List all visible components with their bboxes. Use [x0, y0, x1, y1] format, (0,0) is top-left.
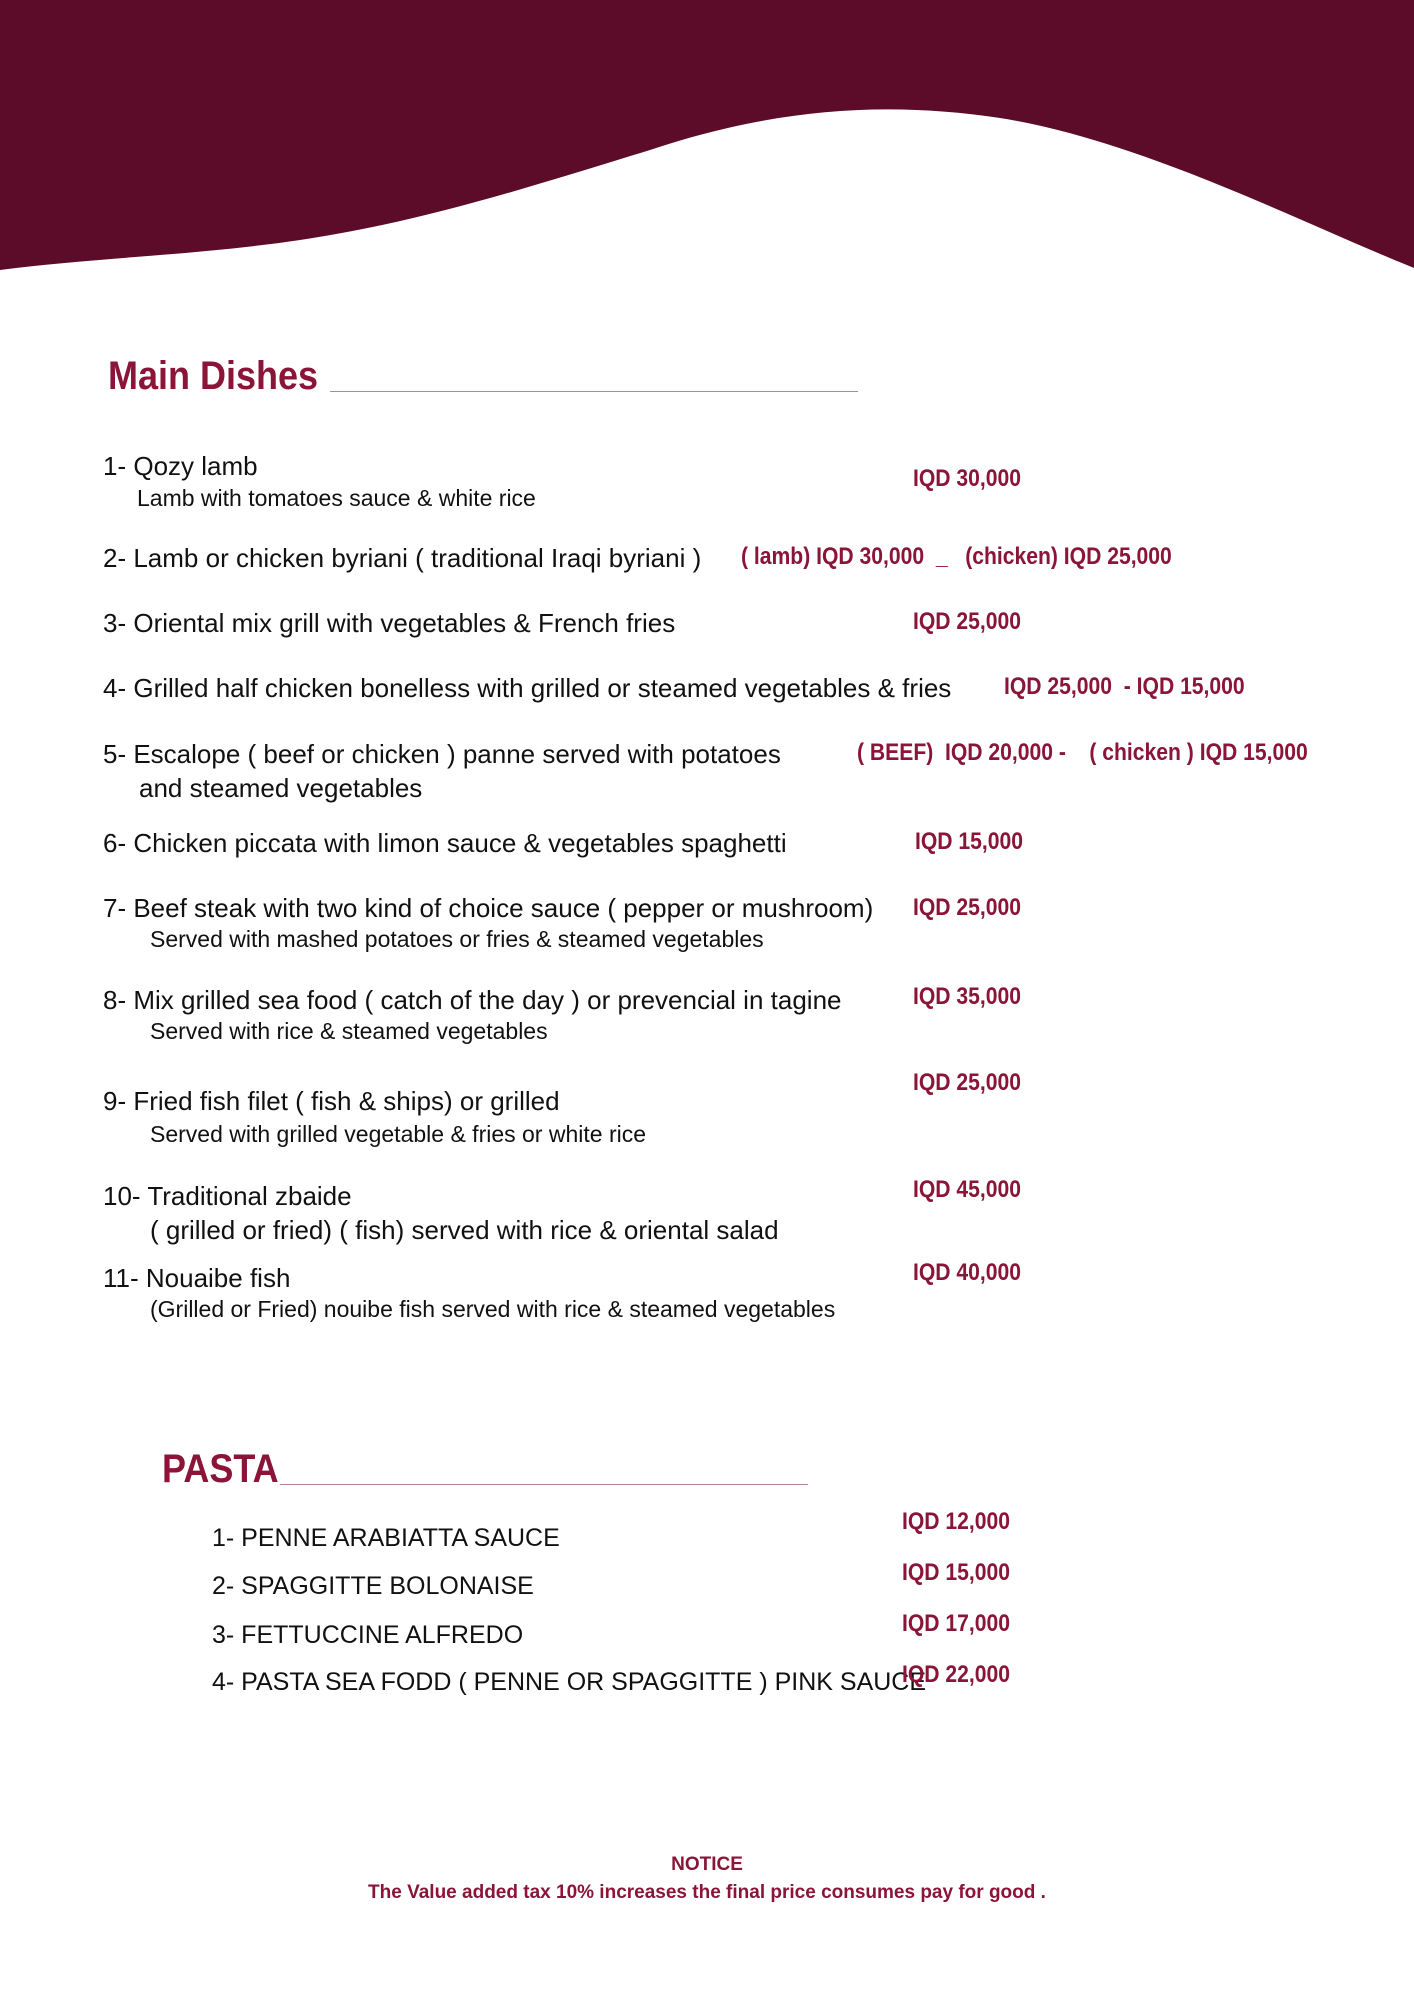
- pasta-item-1-price: IQD 12,000: [902, 1508, 1011, 1535]
- header-wave: [0, 0, 1414, 280]
- main-item-3-name: 3- Oriental mix grill with vegetables & French fries: [103, 608, 676, 638]
- main-item-4-name: 4- Grilled half chicken bonelless with grilled or steamed vegetables & fries: [103, 673, 952, 703]
- main-item-4-price: IQD 25,000 - IQD 15,000: [1004, 673, 1245, 700]
- pasta-rule: [280, 1484, 808, 1485]
- main-item-2-price: ( lamb) IQD 30,000 _ (chicken) IQD 25,000: [741, 543, 1172, 570]
- main-item-1-name: 1- Qozy lamb: [103, 451, 258, 481]
- main-item-7-name: 7- Beef steak with two kind of choice sauce ( pepper or mushroom): [103, 893, 874, 923]
- main-item-5-desc: and steamed vegetables: [139, 773, 423, 803]
- pasta-item-3-price: IQD 17,000: [902, 1610, 1011, 1637]
- notice-text: The Value added tax 10% increases the final price consumes pay for good .: [368, 1882, 1046, 1903]
- main-item-7-price: IQD 25,000: [913, 894, 1022, 921]
- main-item-3-price: IQD 25,000: [913, 608, 1022, 635]
- pasta-item-4-price: IQD 22,000: [902, 1661, 1011, 1688]
- pasta-item-2-name: 2- SPAGGITTE BOLONAISE: [212, 1572, 534, 1600]
- notice-title: NOTICE: [671, 1854, 743, 1875]
- main-item-8-desc: Served with rice & steamed vegetables: [150, 1018, 548, 1044]
- main-item-2-name: 2- Lamb or chicken byriani ( traditional Iraqi byriani ): [103, 543, 702, 573]
- main-item-10-desc: ( grilled or fried) ( fish) served with rice & oriental salad: [150, 1215, 779, 1245]
- main-item-11-name: 11- Nouaibe fish: [103, 1263, 291, 1293]
- main-item-6-name: 6- Chicken piccata with limon sauce & vegetables spaghetti: [103, 828, 787, 858]
- main-dishes-title: Main Dishes: [108, 354, 319, 398]
- pasta-item-4-name: 4- PASTA SEA FODD ( PENNE OR SPAGGITTE ) PINK SAUCE: [212, 1668, 927, 1696]
- main-item-9-desc: Served with grilled vegetable & fries or white rice: [150, 1121, 647, 1147]
- pasta-title: PASTA: [162, 1447, 279, 1491]
- main-item-11-price: IQD 40,000: [913, 1259, 1022, 1286]
- main-dishes-rule: [330, 391, 858, 392]
- main-item-1-price: IQD 30,000: [913, 465, 1022, 492]
- main-item-5-price: ( BEEF) IQD 20,000 - ( chicken ) IQD 15,000: [857, 739, 1308, 766]
- main-item-9-price: IQD 25,000: [913, 1069, 1022, 1096]
- main-item-8-name: 8- Mix grilled sea food ( catch of the day ) or prevencial in tagine: [103, 985, 842, 1015]
- pasta-item-3-name: 3- FETTUCCINE ALFREDO: [212, 1621, 524, 1649]
- main-item-10-price: IQD 45,000: [913, 1176, 1022, 1203]
- main-item-11-desc: (Grilled or Fried) nouibe fish served with rice & steamed vegetables: [150, 1296, 836, 1322]
- main-item-1-desc: Lamb with tomatoes sauce & white rice: [137, 485, 536, 511]
- main-item-7-desc: Served with mashed potatoes or fries & steamed vegetables: [150, 926, 764, 952]
- main-item-6-price: IQD 15,000: [915, 828, 1024, 855]
- main-item-9-name: 9- Fried fish filet ( fish & ships) or grilled: [103, 1086, 560, 1116]
- main-item-5-name: 5- Escalope ( beef or chicken ) panne served with potatoes: [103, 739, 781, 769]
- pasta-item-2-price: IQD 15,000: [902, 1559, 1011, 1586]
- main-item-10-name: 10- Traditional zbaide: [103, 1181, 352, 1211]
- pasta-item-1-name: 1- PENNE ARABIATTA SAUCE: [212, 1524, 560, 1552]
- main-item-8-price: IQD 35,000: [913, 983, 1022, 1010]
